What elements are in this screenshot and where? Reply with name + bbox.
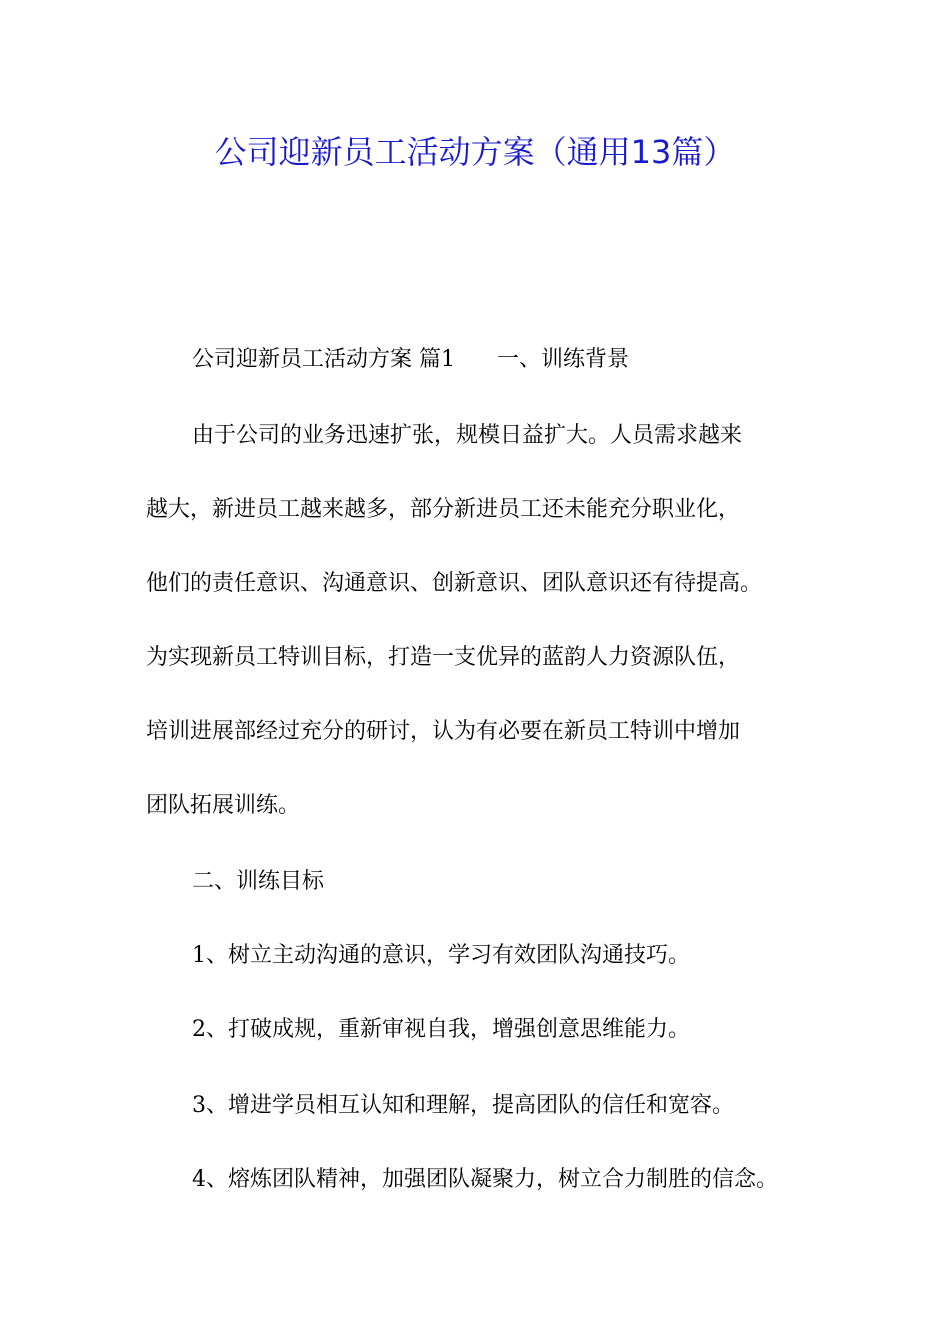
paragraph-line: 培训进展部经过充分的研讨，认为有必要在新员工特训中增加 bbox=[146, 719, 741, 744]
paragraph-line: 他们的责任意识、沟通意识、创新意识、团队意识还有待提高。 bbox=[146, 571, 763, 596]
page-title: 公司迎新员工活动方案（通用13篇） bbox=[214, 133, 736, 171]
paragraph-line: 由于公司的业务迅速扩张，规模日益扩大。人员需求越来 bbox=[192, 423, 743, 448]
paragraph-line: 为实现新员工特训目标，打造一支优异的蓝韵人力资源队伍， bbox=[146, 645, 741, 670]
goal-item: 1、树立主动沟通的意识，学习有效团队沟通技巧。 bbox=[192, 943, 690, 968]
section-heading-goals: 二、训练目标 bbox=[192, 869, 325, 894]
article-label: 公司迎新员工活动方案 篇1 bbox=[192, 347, 455, 372]
article-heading-line bbox=[192, 342, 832, 378]
section-heading-background: 一、训练背景 bbox=[497, 347, 630, 372]
goal-item: 4、熔炼团队精神，加强团队凝聚力，树立合力制胜的信念。 bbox=[192, 1167, 778, 1192]
goal-item: 2、打破成规，重新审视自我，增强创意思维能力。 bbox=[192, 1017, 690, 1042]
paragraph-line: 团队拓展训练。 bbox=[146, 793, 301, 818]
paragraph-line: 越大，新进员工越来越多，部分新进员工还未能充分职业化， bbox=[146, 497, 741, 522]
goal-item: 3、增进学员相互认知和理解，提高团队的信任和宽容。 bbox=[192, 1093, 734, 1118]
